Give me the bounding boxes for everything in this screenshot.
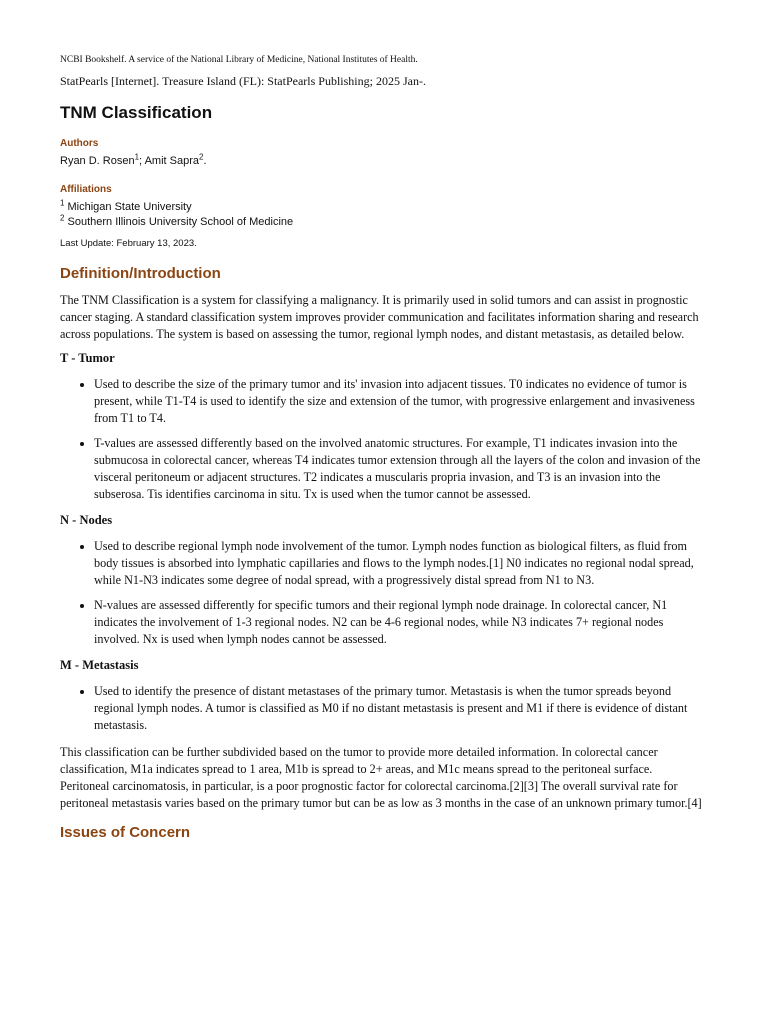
affiliation-number: 1 xyxy=(60,198,65,208)
list-item: • Used to identify the presence of distant metastases of the primary tumor. Metastasis is when the tumor spreads beyond regional lymph nodes. A tumor is classified as M0 if no distant metastasis is present and M1 if there is evidence of distant metastasis. xyxy=(94,683,702,734)
article-body xyxy=(60,265,702,851)
page-title: TNM Classification xyxy=(60,103,213,122)
authors-label: Authors xyxy=(60,138,99,149)
list-item: • Used to describe regional lymph node involvement of the tumor. Lymph nodes function as biological filters, as fluid from body tissues is absorbed into lymphatic capillaries and flows to the lymph nodes.[1] N0 indicates no regional nodal spread, while N1-N3 indicates some degree of nodal spread, with a progressively distal spread from N1 to N3. xyxy=(94,538,702,589)
author-affiliation-ref[interactable]: 2 xyxy=(198,152,204,162)
affiliation-text: Southern Illinois University School of Medicine xyxy=(64,216,294,228)
metastasis-list xyxy=(60,683,702,734)
intro-paragraph: The TNM Classification is a system for classifying a malignancy. It is primarily used in solid tumors and can assist in prognostic cancer staging. A standard classification system improves provider communication and facilitates information sharing and research across populations. The system is based on assessing the tumor, regional lymph nodes, and distant metastasis, as detailed below. xyxy=(60,293,699,341)
list-item: • Used to describe the size of the primary tumor and its' invasion into adjacent tissues. T0 indicates no evidence of tumor is present, while T1-T4 is used to identify the size and extension of the tumor, with progressive enlargement and invasiveness from T1 to T4. xyxy=(94,376,702,427)
section-heading-definition: Definition/Introduction xyxy=(60,265,221,282)
subheading-metastasis: M - Metastasis xyxy=(60,658,139,672)
tumor-list xyxy=(60,376,702,503)
affiliations-label: Affiliations xyxy=(60,184,112,195)
subheading-nodes: N - Nodes xyxy=(60,513,113,527)
author-link-sapra[interactable]: Amit Sapra xyxy=(144,155,199,167)
ncbi-service-line: NCBI Bookshelf. A service of the National Library of Medicine, National Institutes of Health. xyxy=(60,55,418,65)
affiliation-item xyxy=(60,213,294,228)
author-separator: ; xyxy=(139,155,145,167)
author-end: . xyxy=(203,155,207,167)
section-heading-issues: Issues of Concern xyxy=(60,824,191,841)
closing-paragraph: This classification can be further subdivided based on the tumor to provide more detailed information. In colorectal cancer classification, M1a indicates spread to 1 area, M1b is spread to 2+ areas, and M1c means spread to the peritoneal surface. Peritoneal carcinomatosis, in particular, is a poor prognostic factor for colorectal carcinoma.[2][3] The overall survival rate for peritoneal metastasis varies based on the primary tumor but can be as low as 3 months in the case of an unknown primary tumor.[4] xyxy=(60,745,702,810)
list-item: • T-values are assessed differently based on the involved anatomic structures. For example, T1 indicates invasion into the submucosa in colorectal cancer, whereas T4 indicates tumor extension through all the layers of the colon and invasion of the visceral peritoneum or adjacent structures. T2 indicates a muscularis propria invasion, and T3 is an invasion into the subserosa. Tis identifies carcinoma in situ. Tx is used when the tumor cannot be assessed. xyxy=(94,435,702,503)
author-affiliation-ref[interactable]: 1 xyxy=(134,152,140,162)
authors-line xyxy=(60,152,207,167)
affiliation-number: 2 xyxy=(60,213,65,223)
affiliation-item xyxy=(60,198,192,213)
affiliation-text: Michigan State University xyxy=(64,201,192,213)
citation-line: StatPearls [Internet]. Treasure Island (FL): StatPearls Publishing; 2025 Jan-. xyxy=(60,74,426,88)
last-update: Last Update: February 13, 2023. xyxy=(60,238,197,249)
nodes-list xyxy=(60,538,702,648)
list-item: • N-values are assessed differently for specific tumors and their regional lymph node drainage. In colorectal cancer, N1 indicates the involvement of 1-3 regional nodes. N2 can be 4-6 regional nodes, while N3 indicates 7+ regional nodes involved. Nx is used when lymph nodes cannot be assessed. xyxy=(94,597,702,648)
author-link-rosen[interactable]: Ryan D. Rosen xyxy=(60,155,135,167)
subheading-tumor: T - Tumor xyxy=(60,351,115,365)
